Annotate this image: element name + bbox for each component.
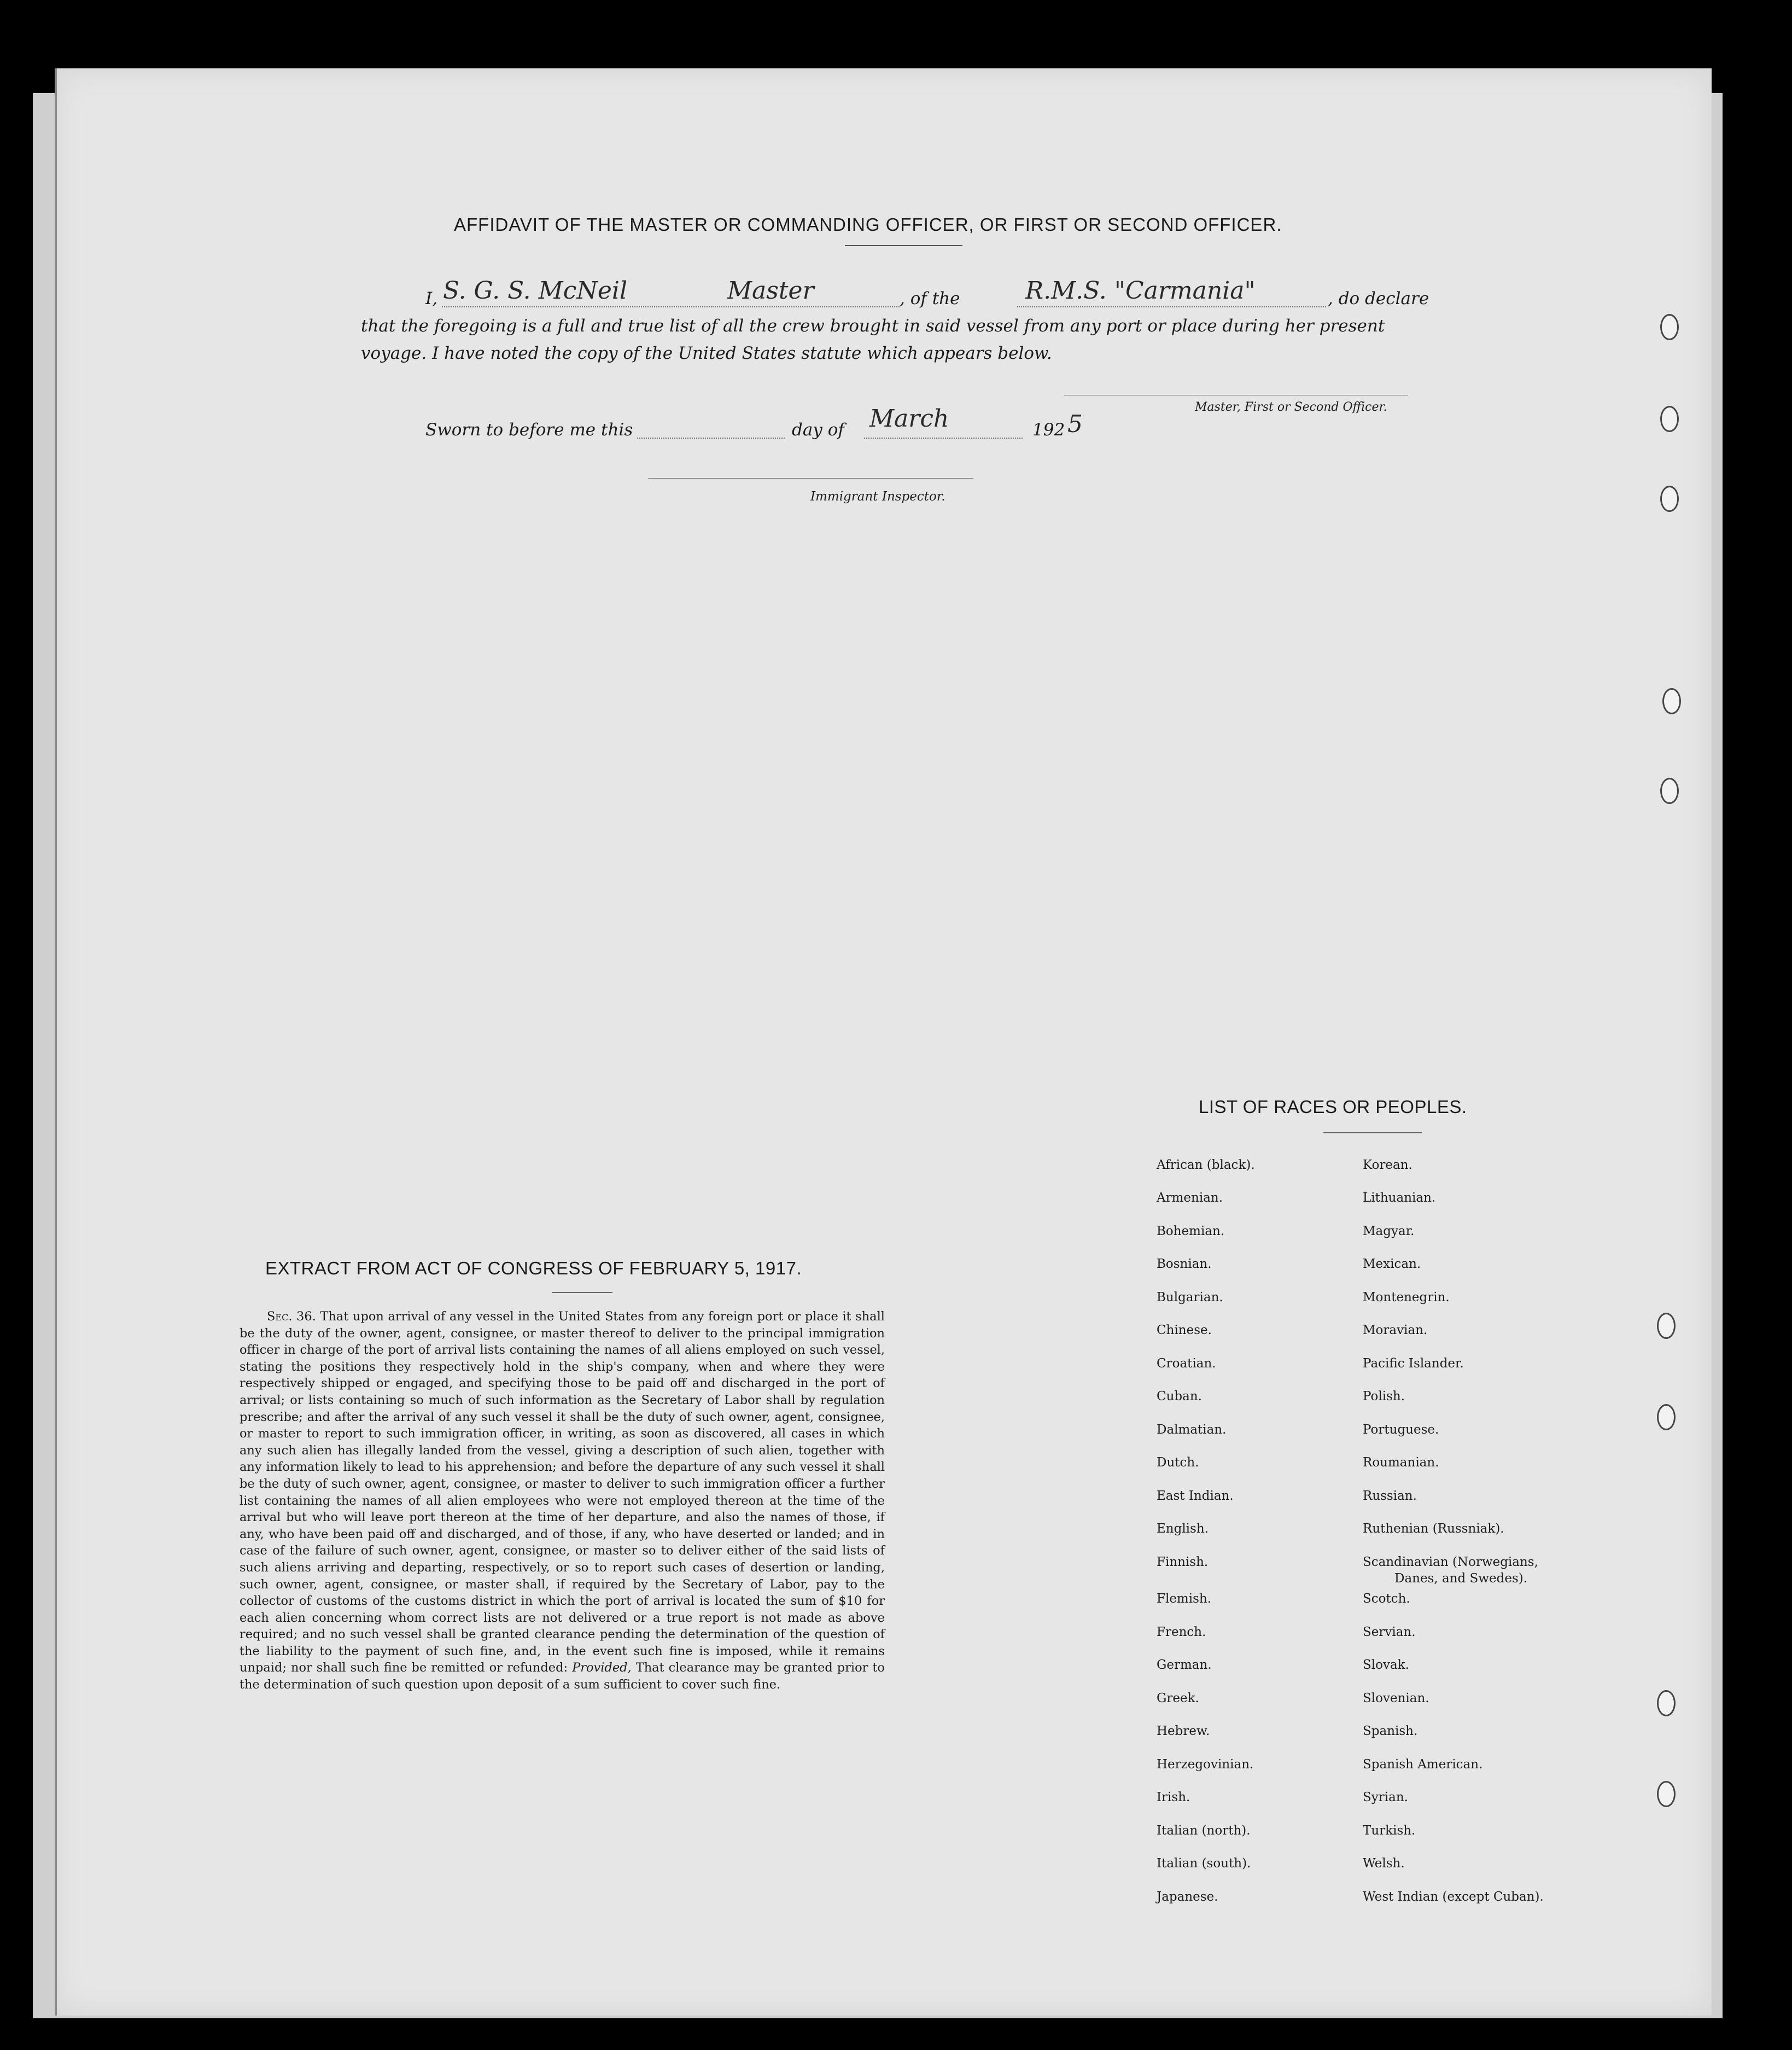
race-right-item: Russian. xyxy=(1363,1489,1417,1503)
race-left-item: Italian (north). xyxy=(1157,1824,1251,1838)
race-left-item: Bohemian. xyxy=(1157,1224,1225,1238)
race-left-item: Bosnian. xyxy=(1157,1257,1212,1271)
race-left-item: Bulgarian. xyxy=(1157,1290,1223,1304)
page-spine xyxy=(55,68,57,2016)
race-left-item: Dalmatian. xyxy=(1157,1423,1227,1437)
race-left-item: Herzegovinian. xyxy=(1157,1757,1254,1772)
race-right-item: Korean. xyxy=(1363,1158,1412,1172)
race-right-item: Servian. xyxy=(1363,1625,1416,1639)
day-line xyxy=(637,438,785,439)
race-right-item: Spanish. xyxy=(1363,1724,1418,1738)
vessel-line xyxy=(1017,306,1326,307)
month-line xyxy=(864,438,1023,439)
affidavit-title: AFFIDAVIT OF THE MASTER OR COMMANDING OFFICER, OR FIRST OR SECOND OFFICER. xyxy=(454,214,1282,235)
race-left-item: East Indian. xyxy=(1157,1489,1234,1503)
binder-hole xyxy=(1660,314,1679,340)
races-title: LIST OF RACES OR PEOPLES. xyxy=(1199,1097,1467,1117)
race-right-item: Slovak. xyxy=(1363,1658,1409,1672)
race-right-item: Moravian. xyxy=(1363,1323,1428,1337)
of-the-label: , of the xyxy=(900,289,960,308)
inspector-signature-line xyxy=(648,478,973,479)
race-right-item: Scandinavian (Norwegians, xyxy=(1363,1555,1538,1569)
race-right-item: Portuguese. xyxy=(1363,1423,1439,1437)
binder-hole xyxy=(1662,688,1681,714)
title-underline xyxy=(845,245,962,246)
race-left-item: Armenian. xyxy=(1157,1191,1223,1205)
master-name: S. G. S. McNeil xyxy=(443,277,628,305)
race-right-item: Magyar. xyxy=(1363,1224,1415,1238)
race-left-item: Italian (south). xyxy=(1157,1856,1251,1871)
vessel-name: R.M.S. "Carmania" xyxy=(1025,277,1256,305)
year-suffix: 5 xyxy=(1067,410,1083,438)
extract-body xyxy=(240,1308,885,1693)
race-right-item: Mexican. xyxy=(1363,1257,1421,1271)
do-declare-label: , do declare xyxy=(1328,289,1429,308)
race-left-item: Dutch. xyxy=(1157,1455,1199,1470)
binder-hole xyxy=(1660,406,1679,432)
affidavit-line2: that the foregoing is a full and true list of all the crew brought in said vessel from any port or place during her present xyxy=(361,316,1385,336)
binder-hole xyxy=(1657,1404,1676,1430)
race-right-item: Syrian. xyxy=(1363,1790,1408,1804)
race-right-item: Ruthenian (Russniak). xyxy=(1363,1522,1504,1536)
master-caption: Master, First or Second Officer. xyxy=(1195,400,1387,414)
race-right-item: West Indian (except Cuban). xyxy=(1363,1890,1544,1904)
race-right-item: Pacific Islander. xyxy=(1363,1356,1464,1371)
section-label: Sec. 36. xyxy=(267,1309,316,1324)
extract-body-part1: That upon arrival of any vessel in the United States from any foreign port or place it shall be the duty of the owner, agent, consignee, or master thereof to deliver to the principal immigration officer in charge of the port of arrival lists containing the names of all aliens employed on such vessel, stating the positions they respectively hold in the ship's company, when and where they were respectively shipped or engaged, and specifying those to be paid off and discharged in the port of arrival; or lists containing so much of such information as the Secretary of Labor shall by regulation prescribe; and after the arrival of any such vessel it shall be the duty of such owner, agent, consignee, or master to report to such immigration officer, in writing, as soon as discovered, all cases in which any such alien has illegally landed from the vessel, giving a description of such alien, together with any information likely to lead to his apprehension; and before the departure of any such vessel it shall be the duty of such owner, agent, consignee, or master to deliver to such immigration officer a further list containing the names of all alien employees who were not employed thereon at the time of the arrival but who will leave port thereon at the time of her departure, and also the names of those, if any, who have been paid off and discharged, and of those, if any, who have deserted or landed; and in case of the failure of such owner, agent, consignee, or master so to deliver either of the said lists of such aliens arriving and departing, respectively, or so to report such cases of desertion or landing, such owner, agent, consignee, or master shall, if required by the Secretary of Labor, pay to the collector of customs of the customs district in which the port of arrival is located the sum of $10 for each alien concerning whom correct lists are not delivered or a true report is not made as above required; and no such vessel shall be granted clearance pending the determination of the question of the liability to the payment of such fine, and, in the event such fine is imposed, while it remains unpaid; nor shall such fine be remitted or refunded: xyxy=(240,1309,885,1675)
race-left-item: Croatian. xyxy=(1157,1356,1216,1371)
affidavit-line3: voyage. I have noted the copy of the United States statute which appears below. xyxy=(361,343,1052,363)
provided-word: Provided, xyxy=(572,1661,632,1675)
race-right-item: Polish. xyxy=(1363,1389,1405,1403)
race-left-item: English. xyxy=(1157,1522,1209,1536)
affidavit-line1-prefix: I, xyxy=(425,289,438,308)
race-right-item: Roumanian. xyxy=(1363,1455,1439,1470)
race-right-item: Scotch. xyxy=(1363,1592,1410,1606)
binder-hole xyxy=(1657,1781,1676,1807)
race-right-item: Montenegrin. xyxy=(1363,1290,1450,1304)
inspector-caption: Immigrant Inspector. xyxy=(810,490,945,504)
master-rank: Master xyxy=(727,277,814,305)
extract-body-part2: That clearance may be granted prior to the determination of such question upon deposit of a sum sufficient to cover such fine. xyxy=(240,1661,885,1692)
race-left-item: Hebrew. xyxy=(1157,1724,1210,1738)
rank-line xyxy=(711,306,900,307)
race-left-item: Cuban. xyxy=(1157,1389,1202,1403)
year-prefix: 192 xyxy=(1032,420,1065,440)
binder-hole xyxy=(1657,1690,1676,1716)
race-right-item: Turkish. xyxy=(1363,1824,1416,1838)
master-name-line xyxy=(442,306,710,307)
race-right-item: Lithuanian. xyxy=(1363,1191,1436,1205)
day-of-label: day of xyxy=(792,420,844,440)
race-left-item: African (black). xyxy=(1157,1158,1255,1172)
race-left-item: French. xyxy=(1157,1625,1206,1639)
race-right-item: Welsh. xyxy=(1363,1856,1405,1871)
race-left-item: Greek. xyxy=(1157,1691,1199,1705)
binder-hole xyxy=(1660,778,1679,804)
race-left-item: Flemish. xyxy=(1157,1592,1212,1606)
race-right-item: Spanish American. xyxy=(1363,1757,1483,1772)
race-right-item: Slovenian. xyxy=(1363,1691,1429,1705)
binder-hole xyxy=(1660,486,1679,512)
race-left-item: Japanese. xyxy=(1157,1890,1218,1904)
race-left-item: Chinese. xyxy=(1157,1323,1212,1337)
binder-hole xyxy=(1657,1313,1676,1339)
extract-underline xyxy=(552,1292,612,1293)
race-left-item: German. xyxy=(1157,1658,1212,1672)
sworn-month: March xyxy=(869,405,949,433)
race-left-item: Finnish. xyxy=(1157,1555,1209,1569)
races-underline xyxy=(1323,1132,1422,1133)
extract-title: EXTRACT FROM ACT OF CONGRESS OF FEBRUARY 5, 1917. xyxy=(265,1258,802,1278)
race-left-item: Irish. xyxy=(1157,1790,1190,1804)
race-right-item: Danes, and Swedes). xyxy=(1394,1571,1528,1586)
sworn-label: Sworn to before me this xyxy=(425,420,633,440)
